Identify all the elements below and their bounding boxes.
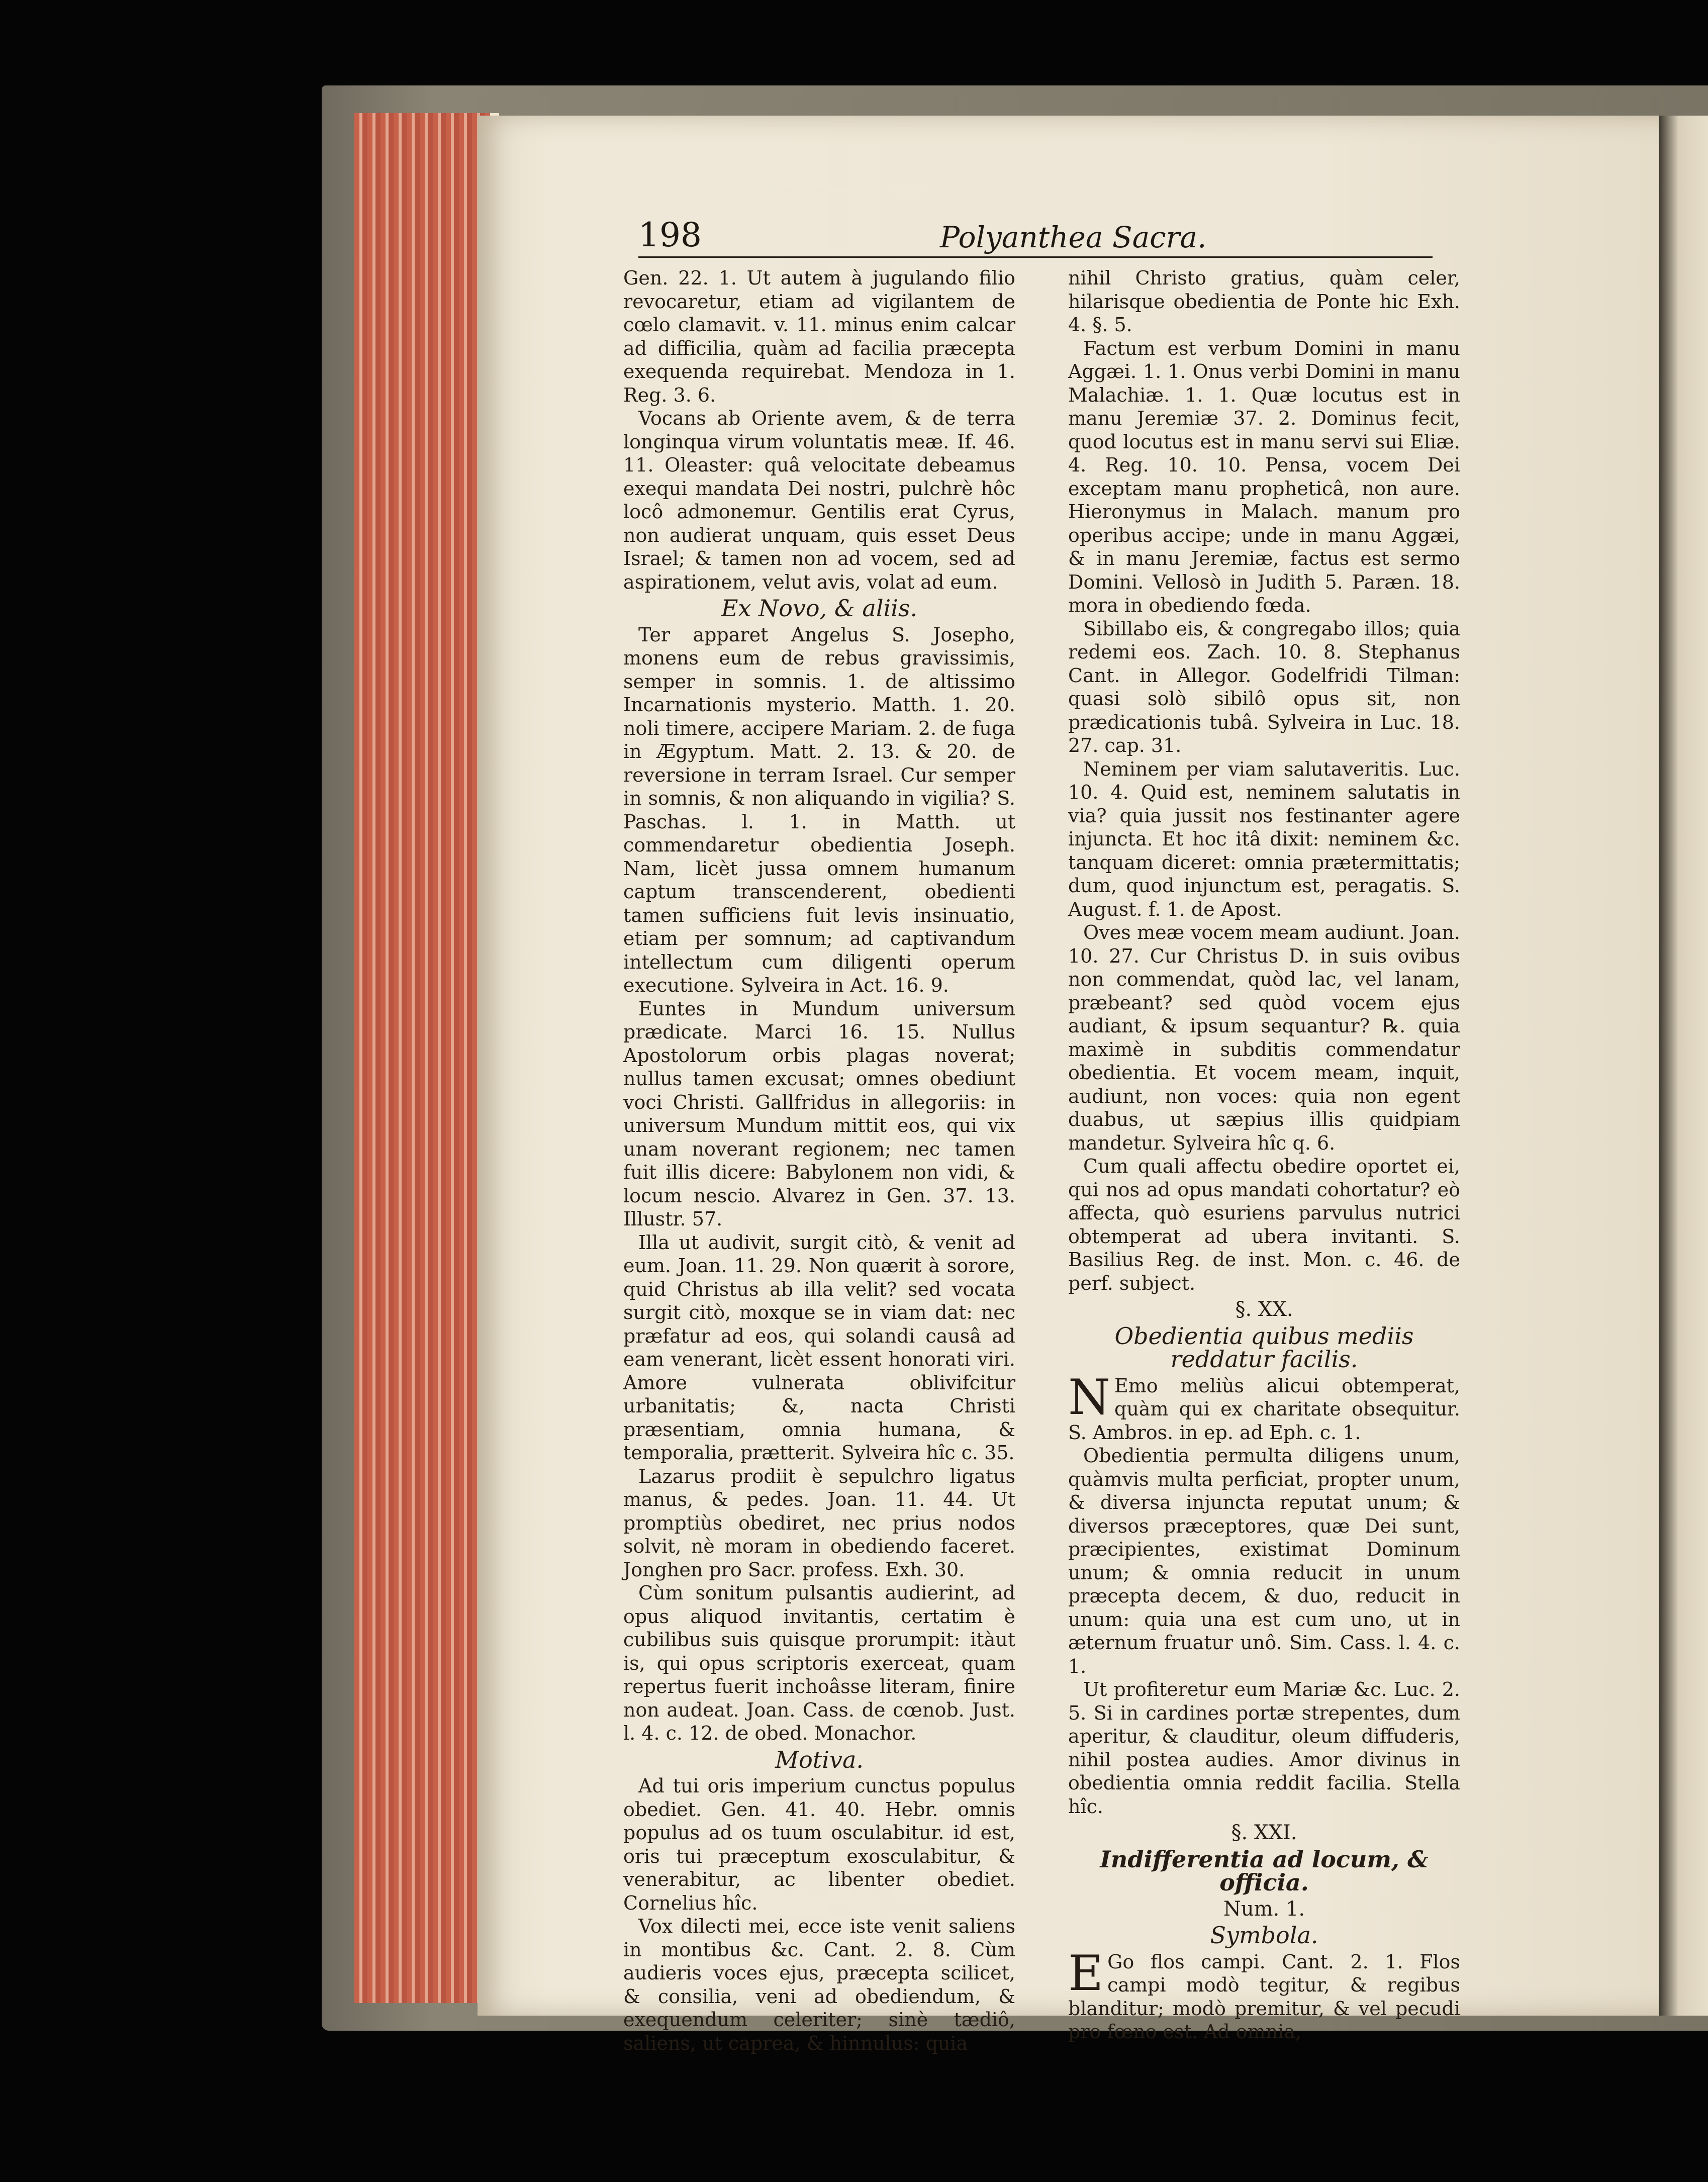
drop-capital: N [1068,1369,1110,1426]
page-header [638,216,1433,258]
paragraph: Neminem per viam salutaveritis. Luc. 10. 4. Quid est, neminem salutatis in via? quia jussit nos festinanter agere injuncta. Et hoc itâ dixit: neminem &c. tanquam diceret: omnia prætermittatis; dum, quod injunctum est, peragatis. S. August. f. 1. de Apost. [1068,757,1460,920]
section-heading: Motiva. [775,1746,864,1773]
paragraph: Factum est verbum Domini in manu Aggæi. 1. 1. Onus verbi Domini in manu Malachiæ. 1. 1. Quæ locutus est in manu Jeremiæ 37. 2. Dominus fecit, quod locutus est in manu servi sui Eliæ. 4. Reg. 10. 10. Pensa, vocem Dei exceptam manu propheticâ, non aure. Hieronymus in Malach. manum pro operibus accipe; unde in manu Aggæi, & in manu Jeremiæ, factus est sermo Domini. Vellosò in Judith 5. Paræn. 18. mora in obediendo fœda. [1068,337,1460,616]
left-text-column [623,266,1015,2055]
page-number: 198 [638,216,702,254]
paragraph: Vox dilecti mei, ecce iste venit saliens in montibus &c. Cant. 2. 8. Cùm audieris voces ejus, præcepta scilicet, & consilia, veni ad obediendum, & exequendum celeriter; sinè tædiô, saliens, ut caprea, & hinnulus: quia [623,1915,1015,2054]
paragraph: Illa ut audivit, surgit citò, & venit ad eum. Joan. 11. 29. Non quærit à sorore, quid Christus ab illa velit? sed vocata surgit citò, moxque se in viam dat: nec præfatur ad eos, qui solandi causâ ad eam venerant, licèt essent honorati viri. Amore vulnerata oblivifcitur urbanitatis; &, nacta Christi præsentiam, omnia humana, & temporalia, prætterit. Sylveira hîc c. 35. [623,1231,1015,1464]
paragraph-text: Emo meliùs alicui obtemperat, quàm qui ex charitate obsequitur. S. Ambros. in ep. ad Eph. c. 1. [1068,1374,1460,1444]
section-number: §. XXI. [1231,1821,1297,1844]
right-text-column [1068,266,1460,2044]
section-number: Num. 1. [1223,1897,1305,1921]
section-heading: Symbola. [1210,1922,1318,1949]
paragraph: Oves meæ vocem meam audiunt. Joan. 10. 27. Cur Christus D. in suis ovibus non commendat, quòd lac, vel lanam, præbeant? sed quòd vocem ejus audiant, & ipsum sequantur? ℞. quia maximè in subditis commendatur obedientia. Et vocem meam, inquit, audiunt, non voces: quia non egent duabus, ut sæpius illis quidpiam mandetur. Sylveira hîc q. 6. [1068,921,1460,1154]
dropcap-paragraph [1068,1945,1460,2044]
paragraph: Cùm sonitum pulsantis audierint, ad opus aliquod invitantis, certatim è cubilibus suis quisque prorumpit: itàut is, qui opus scriptoris exerceat, quam repertus fuerit inchoâsse literam, finire non audeat. Joan. Cass. de cœnob. Just. l. 4. c. 12. de obed. Monachor. [623,1582,1015,1744]
paragraph: Ter apparet Angelus S. Josepho, monens eum de rebus gravissimis, semper in somnis. 1. de altissimo Incarnationis mysterio. Matth. 1. 20. noli timere, accipere Mariam. 2. de fuga in Ægyptum. Matt. 2. 13. & 20. de reversione in terram Israel. Cur semper in somnis, & non aliquando in vigilia? S. Paschas. l. 1. in Matth. ut commendaretur obedientia Joseph. Nam, licèt jussa omnem humanum captum transcenderent, obedienti tamen sufficiens fuit levis insinuatio, etiam per somnum; ad captivandum intellectum cum diligenti operum executione. Sylveira in Act. 16. 9. [623,623,1015,996]
paragraph: Cum quali affectu obedire oportet ei, qui nos ad opus mandati cohortatur? eò affecta, quò esuriens parvulus nutrici obtemperat ad ubera invitanti. S. Basilius Reg. de inst. Mon. c. 46. de perf. subject. [1068,1155,1460,1294]
paragraph: Sibillabo eis, & congregabo illos; quia redemi eos. Zach. 10. 8. Stephanus Cant. in Allegor. Godelfridi Tilman: quasi solò sibilô opus sit, non prædicationis tubâ. Sylveira in Luc. 18. 27. cap. 31. [1068,617,1460,756]
running-title: Polyanthea Sacra. [940,220,1207,254]
section-heading: Obedientia quibus mediis reddatur facilis. [1114,1322,1414,1373]
paragraph: nihil Christo gratius, quàm celer, hilarisque obedientia de Ponte hic Exh. 4. §. 5. [1068,267,1460,336]
section-heading: Indifferentia ad locum, & officia. [1100,1845,1429,1896]
paragraph-text: Go flos campi. Cant. 2. 1. Flos campi modò tegitur, & regibus blanditur; modò premitur, & vel pecudi pro fœno est. Ad omnia, [1068,1950,1460,2043]
paragraph: Ut profiteretur eum Mariæ &c. Luc. 2. 5. Si in cardines portæ strepentes, dum aperitur, & clauditur, oleum diffuderis, nihil postea audies. Amor divinus in obedientia omnia reddit facilia. Stella hîc. [1068,1678,1460,1818]
drop-capital: E [1068,1945,1104,2002]
paragraph: Euntes in Mundum universum prædicate. Marci 16. 15. Nullus Apostolorum orbis plagas noverat; nullus tamen excusat; omnes obediunt voci Christi. Gallfridus in allegoriis: in universum Mundum mittit eos, qui vix unam noverant regionem; nec tamen fuit illis dicere: Babylonem non vidi, & locum nescio. Alvarez in Gen. 37. 13. Illustr. 57. [623,997,1015,1230]
paragraph: Ad tui oris imperium cunctus populus obediet. Gen. 41. 40. Hebr. omnis populus ad os tuum osculabitur. id est, oris tui præceptum exosculabitur, & venerabitur, ac libenter obediet. Cornelius hîc. [623,1775,1015,1914]
section-heading: Ex Novo, & aliis. [721,595,918,622]
paragraph: Gen. 22. 1. Ut autem à jugulando filio revocaretur, etiam ad vigilantem de cœlo clamavit. v. 11. minus enim calcar ad difficilia, quàm ad facilia præcepta exequenda requirebat. Mendoza in 1. Reg. 3. 6. [623,267,1015,406]
paragraph: Vocans ab Oriente avem, & de terra longinqua virum voluntatis meæ. If. 46. 11. Oleaster: quâ velocitate debeamus exequi mandata Dei nostri, pulchrè hôc locô admonemur. Gentilis erat Cyrus, non audierat unquam, quis esset Deus Israel; & tamen non ad vocem, sed ad aspirationem, velut avis, volat ad eum. [623,407,1015,593]
facing-page-edge [1659,116,1708,2016]
paragraph: Obedientia permulta diligens unum, quàmvis multa perficiat, propter unum, & diversa injuncta reputat unum; & diversos præceptores, quæ Dei sunt, præcipientes, existimat Dominum unum; & omnia reducit in unum præcepta decem, & duo, reducit in unum: quia una est cum uno, ut in æternum fruatur unô. Sim. Cass. l. 4. c. 1. [1068,1445,1460,1677]
dropcap-paragraph [1068,1369,1460,1445]
paragraph: Lazarus prodiit è sepulchro ligatus manus, & pedes. Joan. 11. 44. Ut promptiùs obediret, nec prius nodos solvit, nè moram in obediendo faceret. Jonghen pro Sacr. profess. Exh. 30. [623,1465,1015,1581]
section-number: §. XX. [1235,1298,1293,1321]
